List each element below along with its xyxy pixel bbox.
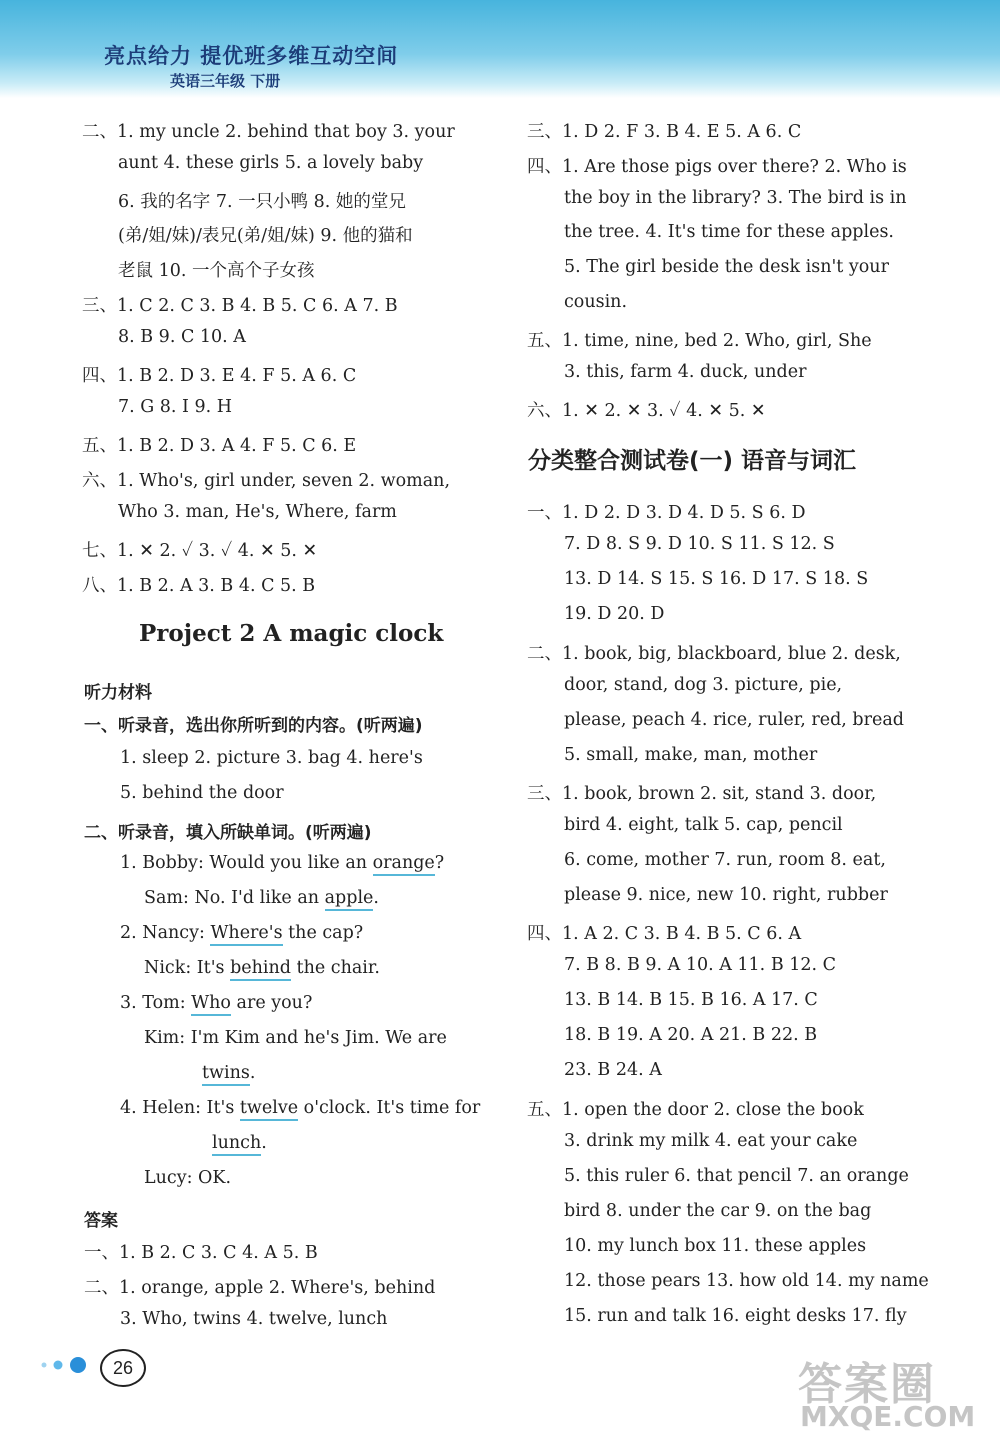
- answer-line: 三、1. D 2. F 3. B 4. E 5. A 6. C: [527, 122, 802, 142]
- answer-line: 3. drink my milk 4. eat your cake: [564, 1131, 858, 1151]
- answer-line: 一、1. B 2. C 3. C 4. A 5. B: [84, 1243, 318, 1263]
- answer-line: 18. B 19. A 20. A 21. B 22. B: [564, 1025, 818, 1045]
- answer-line: bird 4. eight, talk 5. cap, pencil: [564, 815, 843, 835]
- section-heading-project: Project 2 A magic clock: [139, 620, 444, 647]
- answer-line: 10. my lunch box 11. these apples: [564, 1236, 867, 1256]
- answer-line: 19. D 20. D: [564, 604, 665, 624]
- filled-blank: apple: [325, 888, 374, 911]
- listening-part1-title: 一、听录音，选出你所听到的内容。(听两遍): [84, 716, 423, 736]
- answer-line: aunt 4. these girls 5. a lovely baby: [118, 153, 424, 173]
- page-number: 26: [100, 1349, 146, 1387]
- filled-blank: twelve: [240, 1098, 298, 1121]
- answer-line: 一、1. D 2. D 3. D 4. D 5. S 6. D: [527, 503, 806, 523]
- dialog-line: 2. Nancy: Where's the cap?: [120, 923, 363, 943]
- answer-line: 23. B 24. A: [564, 1060, 662, 1080]
- dialog-line: twins.: [202, 1063, 255, 1083]
- filled-blank: behind: [230, 958, 291, 981]
- dialog-line: Kim: I'm Kim and he's Jim. We are: [144, 1028, 447, 1048]
- answer-line: 6. 我的名字 7. 一只小鸭 8. 她的堂兄: [118, 192, 406, 212]
- answer-line: 五、1. B 2. D 3. A 4. F 5. C 6. E: [82, 436, 357, 456]
- filled-blank: orange: [373, 853, 435, 876]
- site-watermark: [780, 1348, 990, 1438]
- answer-line: please 9. nice, new 10. right, rubber: [564, 885, 888, 905]
- answer-line: 5. small, make, man, mother: [564, 745, 818, 765]
- dialog-line: 1. Bobby: Would you like an orange?: [120, 853, 444, 873]
- answer-line: 老鼠 10. 一个高个子女孩: [118, 261, 315, 281]
- answer-line: 5. this ruler 6. that pencil 7. an orange: [564, 1166, 909, 1186]
- answer-line: the tree. 4. It's time for these apples.: [564, 222, 894, 242]
- answer-line: 12. those pears 13. how old 14. my name: [564, 1271, 929, 1291]
- answer-line: 四、1. B 2. D 3. E 4. F 5. A 6. C: [82, 366, 357, 386]
- answer-line: 7. D 8. S 9. D 10. S 11. S 12. S: [564, 534, 835, 554]
- answer-line: 13. D 14. S 15. S 16. D 17. S 18. S: [564, 569, 869, 589]
- answers-title: 答案: [84, 1211, 118, 1231]
- dialog-line: lunch.: [212, 1133, 267, 1153]
- answer-line: Who 3. man, He's, Where, farm: [118, 502, 397, 522]
- book-series-title: 亮点给力 提优班多维互动空间: [104, 44, 399, 68]
- answer-line: 8. B 9. C 10. A: [118, 327, 246, 347]
- answer-line: (弟/姐/妹)/表兄(弟/姐/妹) 9. 他的猫和: [118, 226, 413, 246]
- answer-line: please, peach 4. rice, ruler, red, bread: [564, 710, 904, 730]
- answer-line: 六、1. Who's, girl under, seven 2. woman,: [82, 471, 451, 491]
- filled-blank: twins: [202, 1063, 250, 1086]
- answer-line: 七、1. ✕ 2. ✓ 3. ✓ 4. ✕ 5. ✕: [82, 541, 318, 561]
- filled-blank: Who: [191, 993, 231, 1016]
- answer-line: 三、1. C 2. C 3. B 4. B 5. C 6. A 7. B: [82, 296, 398, 316]
- answer-line: 7. B 8. B 9. A 10. A 11. B 12. C: [564, 955, 837, 975]
- dialog-line: Lucy: OK.: [144, 1168, 232, 1188]
- answer-line: 四、1. Are those pigs over there? 2. Who is: [527, 157, 907, 177]
- dialog-line: Sam: No. I'd like an apple.: [144, 888, 379, 908]
- filled-blank: lunch: [212, 1133, 261, 1156]
- answer-line: 6. come, mother 7. run, room 8. eat,: [564, 850, 886, 870]
- listening-material-title: 听力材料: [84, 683, 152, 703]
- answer-line: 3. Who, twins 4. twelve, lunch: [120, 1309, 388, 1329]
- answer-line: 四、1. A 2. C 3. B 4. B 5. C 6. A: [527, 924, 802, 944]
- answer-line: 7. G 8. I 9. H: [118, 397, 233, 417]
- answer-line: 八、1. B 2. A 3. B 4. C 5. B: [82, 576, 316, 596]
- page-header-banner: [0, 0, 1000, 98]
- watermark-url: MXQE.COM: [800, 1400, 976, 1433]
- answer-line: 5. behind the door: [120, 783, 284, 803]
- answer-line: 13. B 14. B 15. B 16. A 17. C: [564, 990, 818, 1010]
- answer-line: 二、1. my uncle 2. behind that boy 3. your: [82, 122, 455, 142]
- answer-line: 五、1. open the door 2. close the book: [527, 1100, 864, 1120]
- answer-line: 3. this, farm 4. duck, under: [564, 362, 807, 382]
- answer-line: the boy in the library? 3. The bird is in: [564, 188, 907, 208]
- answer-line: door, stand, dog 3. picture, pie,: [564, 675, 843, 695]
- book-grade-subtitle: 英语三年级 下册: [170, 72, 281, 90]
- filled-blank: Where's: [210, 923, 282, 946]
- answer-line: 二、1. orange, apple 2. Where's, behind: [84, 1278, 436, 1298]
- answer-line: bird 8. under the car 9. on the bag: [564, 1201, 872, 1221]
- dialog-line: 3. Tom: Who are you?: [120, 993, 312, 1013]
- answer-line: 三、1. book, brown 2. sit, stand 3. door,: [527, 784, 877, 804]
- dialog-line: Nick: It's behind the chair.: [144, 958, 380, 978]
- section-heading-test: 分类整合测试卷(一) 语音与词汇: [528, 448, 857, 474]
- answer-line: 1. sleep 2. picture 3. bag 4. here's: [120, 748, 423, 768]
- answer-line: cousin.: [564, 292, 628, 312]
- watermark-logo-text: 答案圈: [798, 1359, 936, 1410]
- listening-part2-title: 二、听录音，填入所缺单词。(听两遍): [84, 823, 372, 843]
- answer-line: 5. The girl beside the desk isn't your: [564, 257, 889, 277]
- dialog-line: 4. Helen: It's twelve o'clock. It's time for: [120, 1098, 480, 1118]
- answer-line: 15. run and talk 16. eight desks 17. fly: [564, 1306, 907, 1326]
- answer-line: 五、1. time, nine, bed 2. Who, girl, She: [527, 331, 872, 351]
- answer-line: 六、1. ✕ 2. ✕ 3. ✓ 4. ✕ 5. ✕: [527, 401, 766, 421]
- answer-line: 二、1. book, big, blackboard, blue 2. desk,: [527, 644, 901, 664]
